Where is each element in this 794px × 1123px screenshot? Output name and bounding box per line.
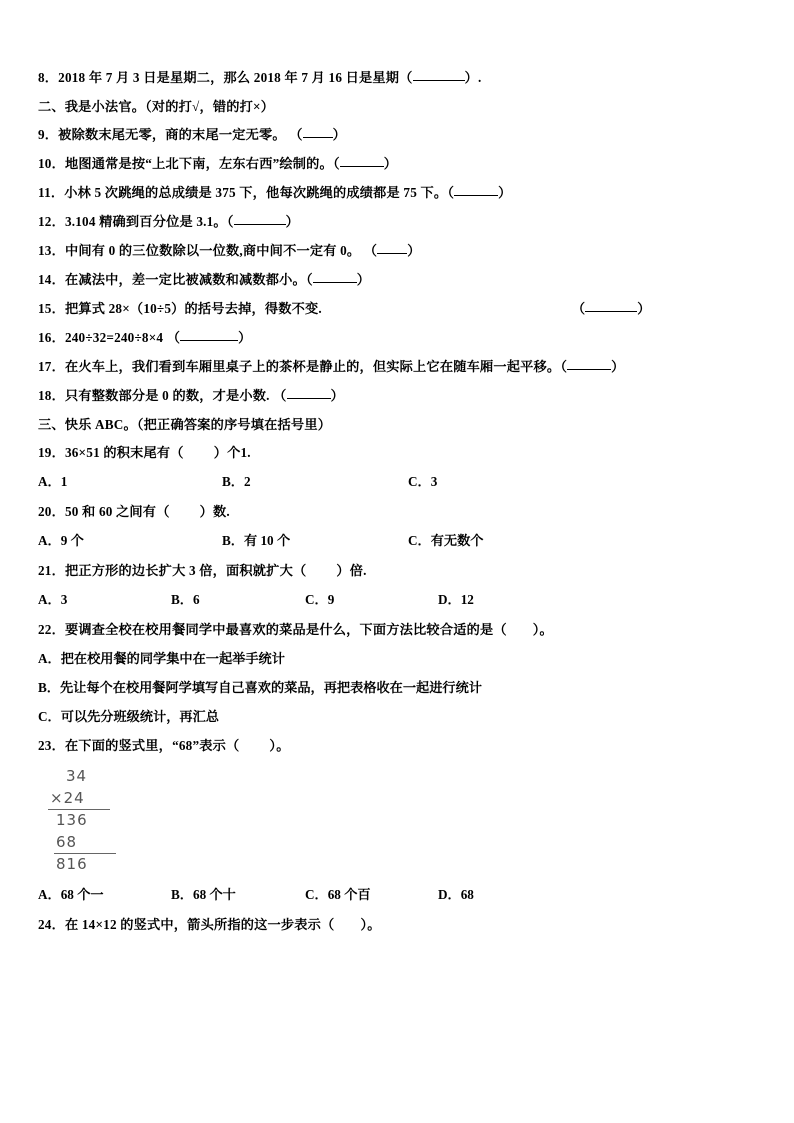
question-13-text: 13．中间有 0 的三位数除以一位数,商中间不一定有 0。 （ bbox=[38, 243, 378, 258]
option-c[interactable]: C．9 bbox=[305, 592, 335, 607]
question-11-tail: ） bbox=[498, 185, 512, 200]
question-22-option-b[interactable]: B．先让每个在校用餐阿学填写自己喜欢的菜品，再把表格收在一起进行统计 bbox=[38, 680, 482, 695]
section-heading-2: 二、我是小法官。（对的打√，错的打×） bbox=[38, 99, 275, 114]
question-16-tail: ） bbox=[238, 330, 252, 345]
answer-blank[interactable] bbox=[180, 340, 238, 341]
question-21-options bbox=[38, 592, 756, 608]
question-24 bbox=[38, 917, 756, 932]
option-b[interactable]: B．6 bbox=[171, 592, 200, 607]
answer-blank[interactable] bbox=[234, 224, 286, 225]
question-19-tail: ）个1. bbox=[213, 445, 251, 460]
question-8 bbox=[38, 70, 756, 85]
question-16-text: 16．240÷32=240÷8×4 （ bbox=[38, 330, 181, 345]
question-19-options bbox=[38, 474, 756, 490]
question-16 bbox=[38, 330, 756, 345]
answer-blank[interactable] bbox=[287, 398, 331, 399]
question-17 bbox=[38, 359, 756, 374]
question-15-tail: ） bbox=[637, 301, 651, 316]
option-a[interactable]: A．68 个一 bbox=[38, 887, 104, 902]
question-22 bbox=[38, 622, 756, 637]
option-a[interactable]: A．1 bbox=[38, 474, 68, 489]
option-d[interactable]: D．68 bbox=[438, 887, 474, 902]
question-23-text: 23．在下面的竖式里，“68”表示（ bbox=[38, 738, 240, 753]
rule-above-partials bbox=[48, 809, 110, 810]
question-21-text: 21．把正方形的边长扩大 3 倍，面积就扩大（ bbox=[38, 563, 307, 578]
answer-blank[interactable] bbox=[413, 80, 465, 81]
rule-above-product bbox=[54, 853, 116, 854]
question-11-text: 11．小林 5 次跳绳的总成绩是 375 下，他每次跳绳的成绩都是 75 下。（ bbox=[38, 185, 455, 200]
question-12-tail: ） bbox=[285, 214, 300, 229]
answer-blank[interactable] bbox=[377, 253, 407, 254]
question-14-tail: ） bbox=[356, 272, 371, 287]
question-23 bbox=[38, 738, 756, 753]
question-11 bbox=[38, 185, 756, 200]
question-20 bbox=[38, 504, 756, 519]
question-10-tail: ） bbox=[383, 156, 398, 171]
option-a[interactable]: A．3 bbox=[38, 592, 68, 607]
question-9-tail: ） bbox=[332, 127, 347, 142]
partial-product-1: 136 bbox=[56, 811, 88, 829]
answer-blank[interactable] bbox=[567, 369, 611, 370]
answer-blank[interactable] bbox=[454, 195, 498, 196]
question-20-text: 20．50 和 60 之间有（ bbox=[38, 504, 170, 519]
question-10 bbox=[38, 156, 756, 171]
question-21-tail: ）倍. bbox=[336, 563, 367, 578]
question-19-text: 19．36×51 的积末尾有（ bbox=[38, 445, 184, 460]
question-8-tail: ）. bbox=[464, 70, 482, 85]
option-a[interactable]: A．9 个 bbox=[38, 533, 84, 548]
partial-product-2: 68 bbox=[56, 833, 78, 851]
option-b[interactable]: B．2 bbox=[222, 474, 251, 489]
question-10-text: 10．地图通常是按“上北下南，左东右西”绘制的。（ bbox=[38, 156, 340, 171]
question-22-option-a[interactable]: A．把在校用餐的同学集中在一起举手统计 bbox=[38, 651, 285, 666]
question-18 bbox=[38, 388, 756, 403]
option-c[interactable]: C．有无数个 bbox=[408, 533, 484, 548]
question-21 bbox=[38, 563, 756, 578]
multiplier-with-operator: ×24 bbox=[50, 789, 85, 807]
question-18-text: 18．只有整数部分是 0 的数，才是小数. （ bbox=[38, 388, 287, 403]
question-18-tail: ） bbox=[330, 388, 344, 403]
question-17-tail: ） bbox=[611, 359, 625, 374]
question-22-tail: ）。 bbox=[532, 622, 553, 637]
question-13-tail: ） bbox=[407, 243, 421, 258]
question-24-tail: ）。 bbox=[360, 917, 381, 932]
question-24-text: 24．在 14×12 的竖式中，箭头所指的这一步表示（ bbox=[38, 917, 335, 932]
vertical-multiplication-figure bbox=[38, 767, 756, 875]
question-23-tail: ）。 bbox=[269, 738, 290, 753]
section-heading-3: 三、快乐 ABC。（把正确答案的序号填在括号里） bbox=[38, 417, 332, 432]
multiplicand: 34 bbox=[66, 767, 88, 785]
exam-content bbox=[38, 70, 756, 946]
question-15-text: 15．把算式 28×（10÷5）的括号去掉，得数不变. bbox=[38, 301, 322, 316]
question-13 bbox=[38, 243, 756, 258]
question-8-text: 8．2018 年 7 月 3 日是星期二，那么 2018 年 7 月 16 日是星期（ bbox=[38, 70, 413, 85]
question-22-option-c[interactable]: C．可以先分班级统计，再汇总 bbox=[38, 709, 219, 724]
option-d[interactable]: D．12 bbox=[438, 592, 474, 607]
question-9 bbox=[38, 127, 756, 142]
option-b[interactable]: B．有 10 个 bbox=[222, 533, 291, 548]
question-23-options bbox=[38, 887, 756, 903]
option-c[interactable]: C．68 个百 bbox=[305, 887, 371, 902]
answer-blank[interactable] bbox=[303, 137, 333, 138]
question-12 bbox=[38, 214, 756, 229]
answer-blank[interactable] bbox=[585, 311, 637, 312]
question-12-text: 12．3.104 精确到百分位是 3.1。（ bbox=[38, 214, 234, 229]
question-17-text: 17．在火车上，我们看到车厢里桌子上的茶杯是静止的，但实际上它在随车厢一起平移。（ bbox=[38, 359, 568, 374]
question-14-text: 14．在减法中，差一定比被减数和减数都小。（ bbox=[38, 272, 313, 287]
option-c[interactable]: C．3 bbox=[408, 474, 438, 489]
question-20-options bbox=[38, 533, 756, 549]
question-9-text: 9．被除数末尾无零，商的末尾一定无零。 （ bbox=[38, 127, 303, 142]
answer-blank[interactable] bbox=[340, 166, 384, 167]
question-15 bbox=[38, 301, 756, 316]
option-b[interactable]: B．68 个十 bbox=[171, 887, 236, 902]
question-15-paren-open: （ bbox=[571, 301, 586, 316]
question-19 bbox=[38, 445, 756, 460]
question-20-tail: ）数. bbox=[199, 504, 230, 519]
answer-blank[interactable] bbox=[313, 282, 357, 283]
product: 816 bbox=[56, 855, 88, 873]
question-14 bbox=[38, 272, 756, 287]
question-22-text: 22．要调查全校在校用餐同学中最喜欢的菜品是什么，下面方法比较合适的是（ bbox=[38, 622, 507, 637]
